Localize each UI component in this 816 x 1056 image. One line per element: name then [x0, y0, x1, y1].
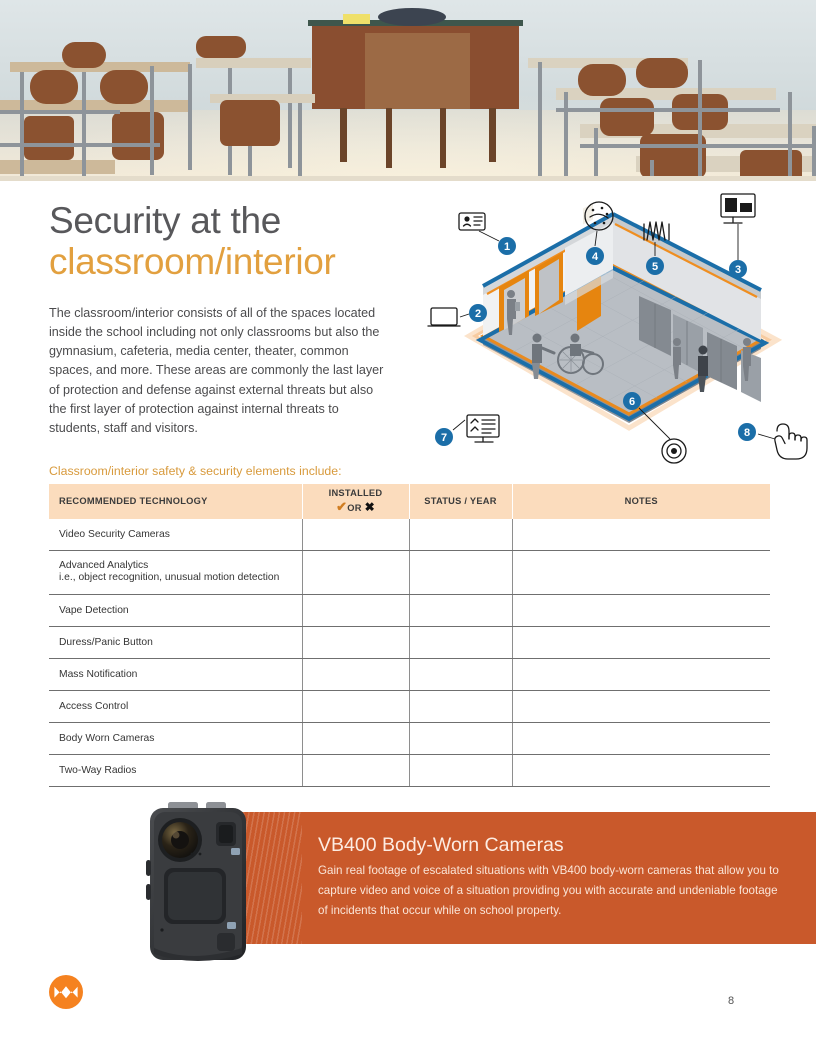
- leader-line-8: [758, 434, 775, 439]
- callout-8: [738, 423, 756, 441]
- leader-line-7: [453, 420, 465, 430]
- table-row[interactable]: [49, 595, 770, 627]
- table-row[interactable]: [49, 755, 770, 787]
- vb400-camera-illustration: [132, 798, 272, 970]
- cell-notes[interactable]: [512, 595, 770, 627]
- leader-line-1: [479, 231, 499, 241]
- table-row[interactable]: [49, 691, 770, 723]
- page-number: 8: [728, 995, 735, 1007]
- callout-2: [469, 304, 487, 322]
- hero-classroom-photo: [0, 0, 816, 181]
- motorola-logo: [49, 975, 83, 1009]
- hand-press-button-icon: [775, 424, 807, 459]
- cell-notes[interactable]: [512, 755, 770, 787]
- cell-technology: Mass Notification: [49, 659, 302, 691]
- cell-status-year[interactable]: [409, 659, 512, 691]
- svg-text:6: 6: [628, 396, 636, 408]
- cross-icon: ✖: [364, 499, 375, 514]
- security-elements-table: [49, 484, 770, 787]
- page-title-line1: Security at the: [49, 200, 282, 241]
- cell-technology: Vape Detection: [49, 595, 302, 627]
- svg-text:7: 7: [440, 432, 448, 444]
- table-row[interactable]: [49, 659, 770, 691]
- cell-installed[interactable]: [302, 519, 409, 551]
- cell-notes[interactable]: [512, 691, 770, 723]
- cell-notes[interactable]: [512, 551, 770, 595]
- svg-text:3: 3: [734, 264, 742, 276]
- display-screen-icon: [428, 308, 460, 326]
- installed-label: INSTALLED: [328, 488, 383, 498]
- table-row[interactable]: [49, 723, 770, 755]
- table-caption: Classroom/interior safety & security elements include:: [49, 464, 342, 478]
- cell-technology-detail: i.e., object recognition, unusual motion detection: [59, 572, 280, 584]
- svg-text:8: 8: [743, 427, 751, 439]
- column-header-installed: [302, 484, 409, 519]
- cell-notes[interactable]: [512, 659, 770, 691]
- cell-status-year[interactable]: [409, 691, 512, 723]
- cell-installed[interactable]: [302, 627, 409, 659]
- cell-status-year[interactable]: [409, 519, 512, 551]
- promo-title: VB400 Body-Worn Cameras: [318, 834, 564, 856]
- svg-text:5: 5: [651, 261, 659, 273]
- cell-status-year[interactable]: [409, 755, 512, 787]
- svg-text:1: 1: [503, 241, 511, 253]
- cell-technology-title: Advanced Analytics: [59, 560, 149, 572]
- cell-status-year[interactable]: [409, 723, 512, 755]
- column-header-notes: NOTES: [512, 484, 770, 519]
- diagram-svg: [425, 190, 816, 472]
- cell-technology: [49, 551, 302, 595]
- callout-7: [435, 428, 453, 446]
- speaker-siren-icon: [662, 439, 686, 463]
- table-header-row: [49, 484, 770, 519]
- promo-body: Gain real footage of escalated situations with VB400 body-worn cameras that allow you to capture video and voice of a situation providing you with accurate and undeniable footage of incidents that occur while on school property.: [318, 864, 779, 918]
- cell-status-year[interactable]: [409, 551, 512, 595]
- installed-legend: [303, 500, 409, 515]
- video-monitor-icon: [721, 194, 755, 223]
- callout-1: [498, 237, 516, 255]
- motorola-batwing-icon: [49, 975, 83, 1009]
- callout-4: [586, 247, 604, 265]
- cell-technology: Duress/Panic Button: [49, 627, 302, 659]
- cell-notes[interactable]: [512, 519, 770, 551]
- vb400-camera-image: [132, 798, 272, 970]
- cell-installed[interactable]: [302, 723, 409, 755]
- cell-installed[interactable]: [302, 595, 409, 627]
- table-body: [49, 519, 770, 787]
- classroom-photo-illustration: [0, 0, 816, 181]
- cell-notes[interactable]: [512, 627, 770, 659]
- intro-paragraph: The classroom/interior consists of all of the spaces located inside the school including not only classrooms but also the gymnasium, cafeteria, media center, theater, common spaces, and more. These areas are commonly the last layer of protection and defense against external threats but also the first layer of protection against internal threats to students, staff and visitors.: [49, 306, 384, 435]
- id-badge-icon: [459, 213, 485, 230]
- cell-installed[interactable]: [302, 551, 409, 595]
- or-label: OR: [347, 502, 362, 513]
- callout-6: [623, 392, 641, 410]
- callout-3: [729, 260, 747, 278]
- cell-technology: Access Control: [49, 691, 302, 723]
- cell-technology: Body Worn Cameras: [49, 723, 302, 755]
- page-title-line2: classroom/interior: [49, 241, 336, 283]
- svg-text:2: 2: [474, 308, 482, 320]
- analytics-dashboard-icon: [467, 415, 499, 442]
- leader-line-2: [460, 314, 469, 317]
- column-header-status-year: STATUS / YEAR: [409, 484, 512, 519]
- column-header-technology: RECOMMENDED TECHNOLOGY: [49, 484, 302, 519]
- cell-installed[interactable]: [302, 691, 409, 723]
- table-row[interactable]: [49, 627, 770, 659]
- cell-notes[interactable]: [512, 723, 770, 755]
- cell-technology: Video Security Cameras: [49, 519, 302, 551]
- callout-5: [646, 257, 664, 275]
- check-icon: ✔: [336, 498, 348, 514]
- classroom-interior-diagram: [425, 190, 816, 472]
- svg-text:4: 4: [591, 251, 599, 263]
- table-row[interactable]: [49, 519, 770, 551]
- promo-text-block: [318, 834, 788, 921]
- page-title-block: [49, 200, 409, 283]
- cell-status-year[interactable]: [409, 627, 512, 659]
- cell-installed[interactable]: [302, 755, 409, 787]
- cell-technology: Two-Way Radios: [49, 755, 302, 787]
- cell-status-year[interactable]: [409, 595, 512, 627]
- table-row[interactable]: [49, 551, 770, 595]
- cell-installed[interactable]: [302, 659, 409, 691]
